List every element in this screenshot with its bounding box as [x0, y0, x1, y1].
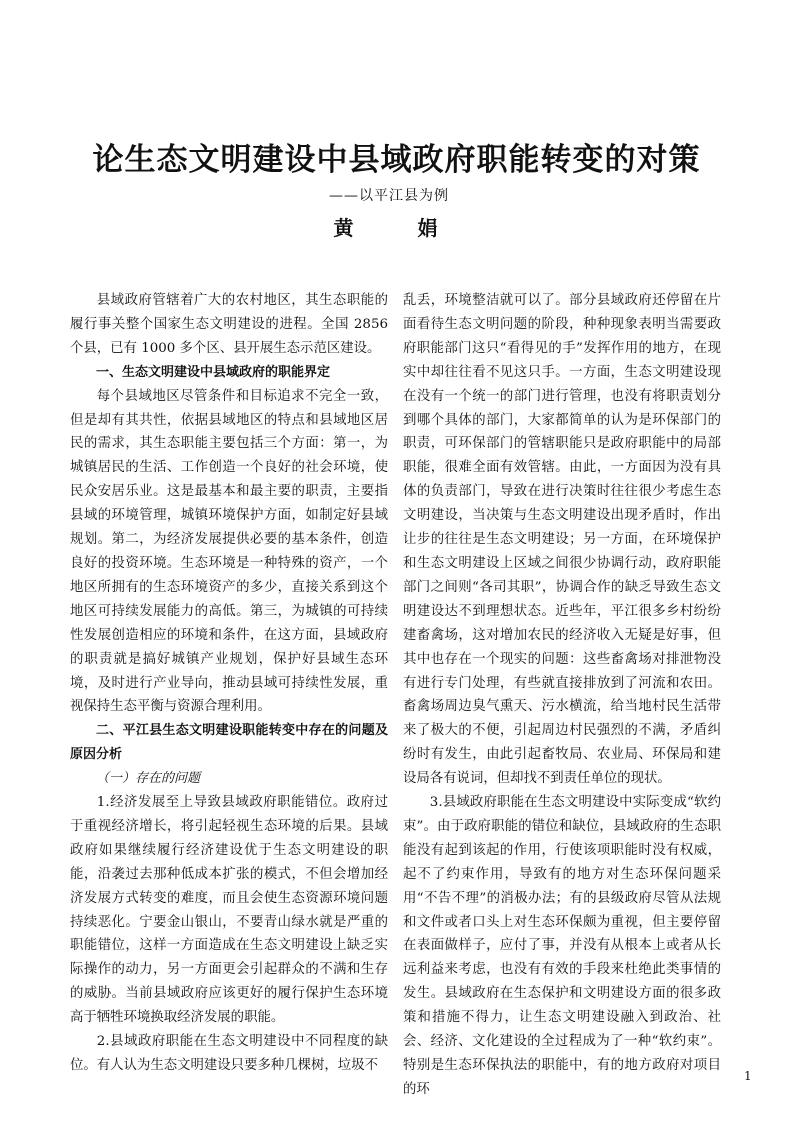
section1-paragraph: 每个县域地区尽管条件和目标追求不完全一致，但是却有其共性，依据县域地区的特点和县域地区居民的需求，其生态职能主要包括三个方面：第一，为城镇居民的生活、工作创造一个良好的社会环境，使民众安居乐业。这是最基本和最主要的职责，主要指县域的环境管理，城镇环境保护方面，如制定好县域规划。第二，为经济发展提供必要的基本条件，创造良好的投资环境。生态环境是一种特殊的资产，一个地区所拥有的生态环境资产的多少，直接关系到这个地区可持续发展能力的高低。第三，为城镇的可持续性发展创造相应的环境和条件，在这方面，县域政府的职责就是搞好城镇产业规划，保护好县域生态环境，及时进行产业导向，推动县域可持续性发展，重视保持生态平衡与资源合理利用。 [70, 388, 388, 715]
point-2-paragraph-continued: 乱丢，环境整洁就可以了。部分县域政府还停留在片面看待生态文明问题的阶段，种种现象表明当需要政府职能部门这只“看得见的手”发挥作用的地方，在现实中却往往看不见这只手。一方面，生态文明建设现在没有一个统一的部门进行管理，也没有将职责划分到哪个具体的部门，大家都简单的认为是环保部门的职责，可环保部门的管辖职能只是政府职能中的局部职能，很难全面有效管辖。由此，一方面因为没有具体的负责部门，导致在进行决策时往往很少考虑生态文明建设，当决策与生态文明建设出现矛盾时，作出让步的往往是生态文明建设；另一方面，在环境保护和生态文明建设上区域之间很少协调行动，政府职能部门之间则“各司其职”，协调合作的缺乏导致生态文明建设达不到理想状态。近些年，平江很多乡村纷纷建畜禽场，这对增加农民的经济收入无疑是好事，但其中也存在一个现实的问题：这些畜禽场对排泄物没有进行专门处理，有些就直接排放到了河流和农田。畜禽场周边臭气熏天、污水横流，给当地村民生活带来了极大的不便，引起周边村民强烈的不满，矛盾纠纷时有发生，由此引起畜牧局、农业局、环保局和建设局各有说词，但却找不到责任单位的现状。 [403, 293, 721, 787]
article-subtitle: ——以平江县为例 [329, 188, 449, 204]
article-author: 黄 娟 [333, 216, 460, 240]
left-column [70, 289, 388, 1078]
right-column [403, 289, 721, 1102]
subsection-heading: （一）存在的问题 [96, 771, 201, 787]
intro-paragraph: 县域政府管辖着广大的农村地区，其生态职能的履行事关整个国家生态文明建设的进程。全国 2856 个县，已有 1000 多个区、县开展生态示范区建设。 [70, 293, 388, 356]
point-2-paragraph-start: 2.县域政府职能在生态文明建设中不同程度的缺位。有人认为生态文明建设只要多种几棵树，垃圾不 [70, 1034, 388, 1073]
article-title: 论生态文明建设中县域政府职能转变的对策 [92, 142, 701, 178]
page-number: 1 [744, 1069, 752, 1083]
section-heading-1: 一、生态文明建设中县域政府的职能界定 [96, 364, 331, 380]
point-1-paragraph: 1.经济发展至上导致县域政府职能错位。政府过于重视经济增长，将引起轻视生态环境的后果。县域政府如果继续履行经济建设优于生态文明建设的职能，沿袭过去那种低成本扩张的模式，不但会增加经济发展方式转变的难度，而且会使生态资源环境问题持续恶化。宁要金山银山，不要青山绿水就是严重的职能错位，这样一方面造成在生态文明建设上缺乏实际操作的动力，另一方面更会引起群众的不满和生存的威胁。当前县域政府应该更好的履行保护生态环境高于牺牲环境换取经济发展的职能。 [70, 795, 388, 1026]
section-heading-2: 二、平江县生态文明建设职能转变中存在的问题及原因分析 [70, 723, 388, 763]
point-3-paragraph: 3.县域政府职能在生态文明建设中实际变成“软约束”。由于政府职能的错位和缺位，县域政府的生态职能没有起到该起的作用，行使该项职能时没有权威，起不了约束作用，导致有的地方对生态环保问题采用“不告不理”的消极办法；有的县级政府尽管从法规和文件或者口头上对生态环保颇为重视，但主要停留在表面做样子，应付了事，并没有从根本上或者从长远利益来考虑，也没有有效的手段来杜绝此类事情的发生。县域政府在生态保护和文明建设方面的很多政策和措施不得力，让生态文明建设融入到政治、社会、经济、文化建设的全过程成为了一种“软约束”。特别是生态环保执法的职能中，有的地方政府对项目的环 [403, 795, 721, 1097]
